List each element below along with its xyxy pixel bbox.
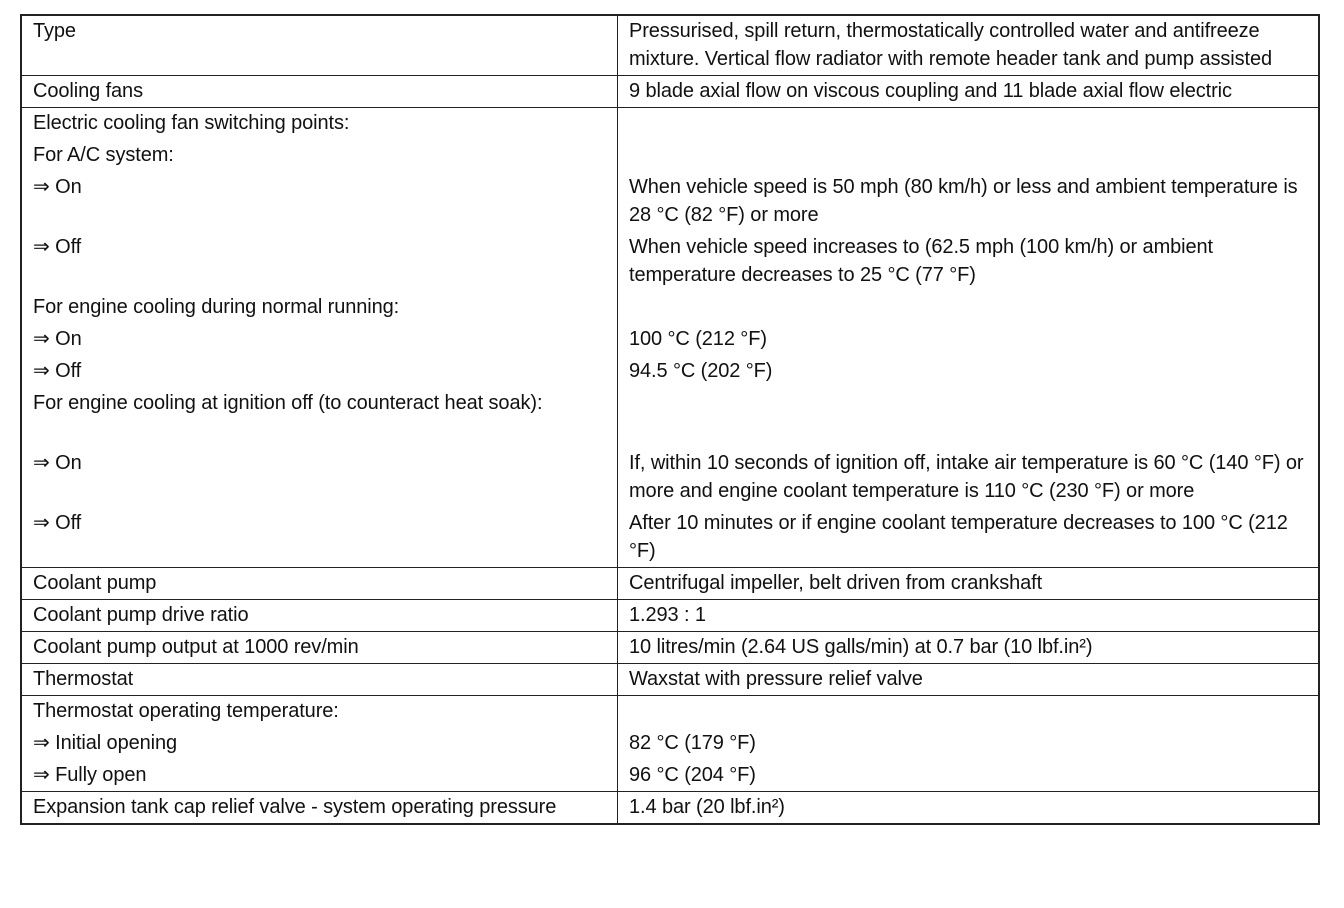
label-cell (21, 568, 618, 600)
row-value: 94.5 °C (202 °F) (629, 360, 773, 382)
row-label: ⇒ Off (33, 512, 82, 534)
label-cell (21, 108, 618, 568)
value-cell (618, 108, 1320, 568)
row-value: 10 litres/min (2.64 US galls/min) at 0.7 bar (10 lbf.in²) (629, 636, 1093, 658)
row-value: After 10 minutes or if engine coolant temperature decreases to 100 °C (212 °F) (629, 512, 1288, 562)
label-cell (21, 696, 618, 792)
row-value: If, within 10 seconds of ignition off, intake air temperature is 60 °C (140 °F) or more and engine coolant temperature is 110 °C (230 °F) or more (629, 452, 1304, 502)
row-label: ⇒ On (33, 452, 82, 474)
table-row-fan-switching-points (21, 108, 1319, 568)
row-value: 82 °C (179 °F) (629, 732, 756, 754)
row-value (629, 109, 1312, 137)
row-value (629, 389, 1312, 445)
value-cell (618, 76, 1320, 108)
value-cell (618, 792, 1320, 825)
table-row-cooling-fans (21, 76, 1319, 108)
label-cell (21, 600, 618, 632)
row-label: ⇒ Off (33, 360, 82, 382)
row-label: Thermostat (33, 668, 134, 690)
row-label: Type (33, 20, 76, 42)
label-cell (21, 664, 618, 696)
row-label: Coolant pump drive ratio (33, 604, 249, 626)
row-value: When vehicle speed is 50 mph (80 km/h) or less and ambient temperature is 28 °C (82 °F) or more (629, 176, 1298, 226)
row-value: 96 °C (204 °F) (629, 764, 756, 786)
table-row-type (21, 15, 1319, 76)
row-label: ⇒ Fully open (33, 764, 147, 786)
row-label: Cooling fans (33, 80, 143, 102)
row-label: ⇒ Initial opening (33, 732, 178, 754)
row-value: Pressurised, spill return, thermostatically controlled water and antifreeze mixture. Vertical flow radiator with remote header tank and pump assisted (629, 20, 1273, 70)
row-value: 100 °C (212 °F) (629, 328, 767, 350)
row-label: Thermostat operating temperature: (33, 700, 339, 722)
value-cell (618, 696, 1320, 792)
row-label: For engine cooling during normal running: (33, 296, 400, 318)
row-label: For A/C system: (33, 144, 174, 166)
row-label: Coolant pump (33, 572, 157, 594)
value-cell (618, 568, 1320, 600)
cooling-system-spec-table (20, 14, 1320, 825)
row-value: Centrifugal impeller, belt driven from crankshaft (629, 572, 1043, 594)
value-cell (618, 600, 1320, 632)
row-value (629, 697, 1312, 725)
row-label: Electric cooling fan switching points: (33, 112, 350, 134)
table-row-thermostat-temperature (21, 696, 1319, 792)
row-value: 1.4 bar (20 lbf.in²) (629, 796, 785, 818)
row-value: Waxstat with pressure relief valve (629, 668, 923, 690)
row-label: Coolant pump output at 1000 rev/min (33, 636, 359, 658)
row-value (629, 141, 1312, 169)
row-label: ⇒ On (33, 328, 82, 350)
row-label: Expansion tank cap relief valve - system operating pressure (33, 796, 557, 818)
label-cell (21, 792, 618, 825)
table-row-pump-output (21, 632, 1319, 664)
row-value: 9 blade axial flow on viscous coupling and 11 blade axial flow electric (629, 80, 1232, 102)
label-cell (21, 632, 618, 664)
table-row-expansion-tank-cap (21, 792, 1319, 825)
value-cell (618, 664, 1320, 696)
row-label: ⇒ On (33, 176, 82, 198)
table-row-thermostat (21, 664, 1319, 696)
row-value: When vehicle speed increases to (62.5 mph (100 km/h) or ambient temperature decreases to 25 °C (77 °F) (629, 236, 1213, 286)
label-cell (21, 15, 618, 76)
table-row-pump-drive-ratio (21, 600, 1319, 632)
table-row-coolant-pump (21, 568, 1319, 600)
value-cell (618, 15, 1320, 76)
row-value: 1.293 : 1 (629, 604, 706, 626)
row-label: ⇒ Off (33, 236, 82, 258)
row-label: For engine cooling at ignition off (to counteract heat soak): (33, 392, 543, 414)
value-cell (618, 632, 1320, 664)
row-value (629, 293, 1312, 321)
label-cell (21, 76, 618, 108)
